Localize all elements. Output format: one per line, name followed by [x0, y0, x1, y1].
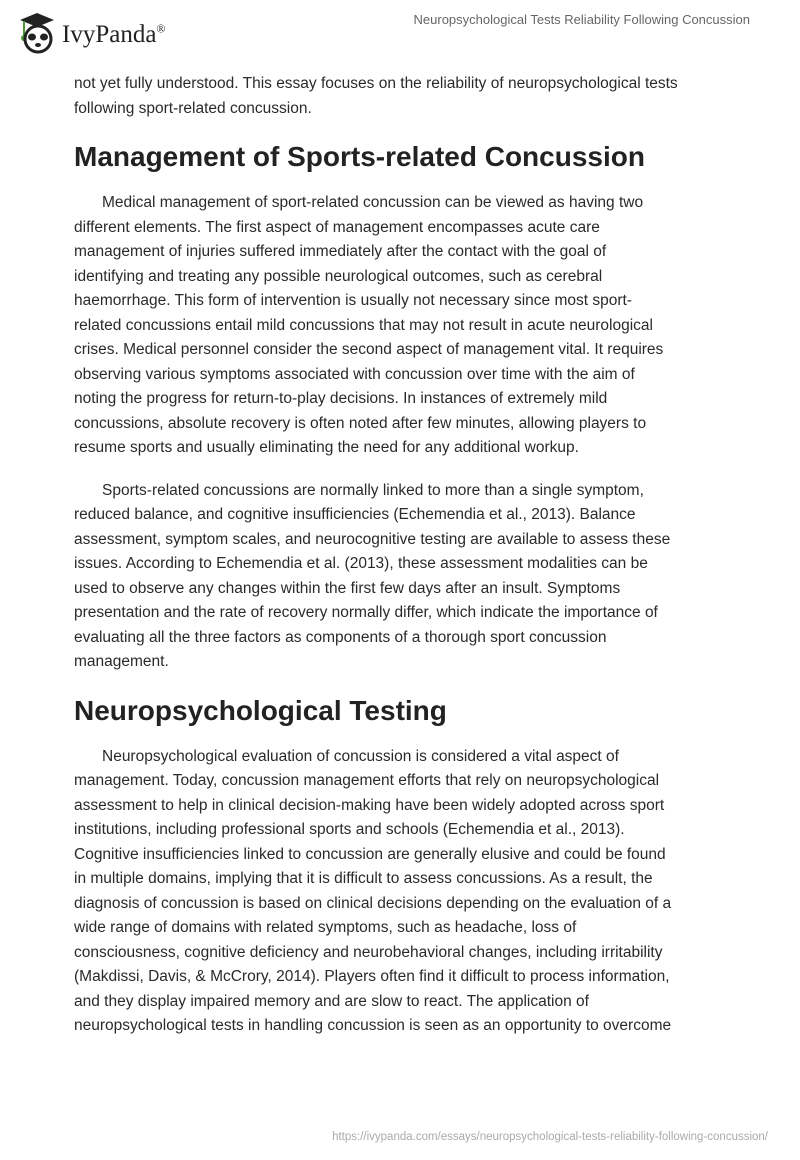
paragraph-line: resume sports and usually eliminating the need for any additional workup.: [74, 439, 579, 456]
brand-name: IvyPanda®: [62, 21, 166, 48]
paragraph-line: issues. According to Echemendia et al. (2013), these assessment modalities can be: [74, 555, 648, 572]
essay-content: [74, 72, 734, 1057]
paragraph-line: assessment to help in clinical decision-making have been widely adopted across sport: [74, 796, 665, 814]
paragraph-line: Sports-related concussions are normally linked to more than a single symptom,: [102, 481, 644, 499]
paragraph-line: wide range of domains with related symptoms, such as headache, loss of: [74, 919, 577, 936]
paragraph-line: management. Today, concussion management efforts that rely on neuropsychological: [74, 772, 660, 789]
paragraph-line: identifying and treating any possible neurological outcomes, such as cerebral: [74, 267, 603, 285]
section-heading: Management of Sports-related Concussion: [74, 141, 645, 172]
paragraph-line: different elements. The first aspect of management encompasses acute care: [74, 218, 600, 236]
paragraph-line: Medical management of sport-related concussion can be viewed as having two: [102, 194, 644, 211]
paragraph-line: crises. Medical personnel consider the second aspect of management vital. It requires: [74, 341, 664, 358]
source-url-link[interactable]: https://ivypanda.com/essays/neuropsychological-tests-reliability-following-concussion/: [332, 1131, 768, 1143]
ivypanda-logo[interactable]: [18, 10, 166, 54]
paragraph-line: reduced balance, and cognitive insufficiencies (Echemendia et al., 2013). Balance: [74, 506, 636, 523]
panda-graduate-icon: [18, 10, 56, 54]
paragraph-line: diagnosis of concussion is based on clinical decisions depending on the evaluation of a: [74, 894, 672, 912]
paragraph-line: in multiple domains, implying that it is difficult to assess concussions. As a result, the: [74, 870, 653, 887]
paragraph-line: not yet fully understood. This essay focuses on the reliability of neuropsychological tests: [74, 75, 678, 92]
paragraph-line: (Makdissi, Davis, & McCrory, 2014). Players often find it difficult to process information,: [74, 968, 670, 985]
paragraph-line: concussions, absolute recovery is often noted after few minutes, allowing players to: [74, 414, 647, 432]
paragraph-line: management.: [74, 653, 169, 670]
paragraph-line: consciousness, cognitive deficiency and neurobehavioral changes, including irritability: [74, 943, 663, 961]
paragraph-line: neuropsychological tests in handling concussion is seen as an opportunity to overcome: [74, 1017, 672, 1034]
paragraph-line: Neuropsychological evaluation of concussion is considered a vital aspect of: [102, 747, 619, 765]
document-title: Neuropsychological Tests Reliability Following Concussion: [413, 12, 750, 27]
paragraph-line: presentation and the rate of recovery normally differ, which indicate the importance of: [74, 604, 658, 621]
paragraph: [74, 72, 734, 121]
paragraph-line: used to observe any changes within the first few days after an insult. Symptoms: [74, 579, 621, 597]
paragraph-line: management of injuries suffered immediately after the contact with the goal of: [74, 243, 607, 260]
section-heading: Neuropsychological Testing: [74, 694, 447, 726]
paragraph-line: following sport-related concussion.: [74, 99, 312, 117]
paragraph: [74, 479, 734, 675]
paragraph-line: assessment, symptom scales, and neurocognitive testing are available to assess these: [74, 530, 671, 548]
paragraph-line: haemorrhage. This form of intervention is usually not necessary since most sport-: [74, 292, 632, 309]
paragraph-line: related concussions entail mild concussions that may not result in acute neurological: [74, 316, 653, 334]
paragraph-line: noting the progress for return-to-play decisions. In instances of extremely mild: [74, 390, 608, 407]
paragraph: [74, 191, 734, 461]
paragraph-line: and they display impaired memory and are slow to react. The application of: [74, 992, 589, 1010]
paragraph-line: observing various symptoms associated with concussion over time with the aim of: [74, 365, 635, 383]
paragraph-line: Cognitive insufficiencies linked to concussion are generally elusive and could be found: [74, 845, 666, 863]
paragraph-line: evaluating all the three factors as components of a thorough sport concussion: [74, 628, 607, 646]
paragraph: [74, 745, 734, 1039]
paragraph-line: institutions, including professional sports and schools (Echemendia et al., 2013).: [74, 821, 625, 838]
